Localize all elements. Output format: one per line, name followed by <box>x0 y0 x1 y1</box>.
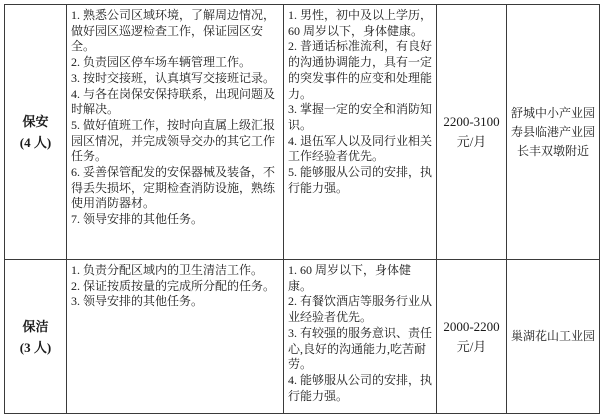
duty-item: 4. 与各在岗保安保持联系，出现问题及时解决。 <box>71 86 276 117</box>
requirements-cell <box>284 5 437 260</box>
requirement-item: 5. 能够服从公司的安排，执行能力强。 <box>288 165 433 195</box>
duty-item: 7. 领导安排的其他任务。 <box>71 212 204 227</box>
requirement-item: 4. 能够服从公司的安排，执行能力强。 <box>288 372 433 403</box>
duty-item: 6. 妥善保管配发的安保器械及装备，不得丢失损坏，定期检查消防设施，熟练使用消防器材。 <box>71 165 276 211</box>
duty-item: 3. 按时交接班，认真填写交接班记录。 <box>71 70 276 85</box>
salary-cell <box>437 5 507 260</box>
requirement-item: 2. 普通话标准流利，有良好的沟通协调能力，具有一定的突发事件的应变和处理能力。 <box>288 39 433 101</box>
salary-unit: 元/月 <box>456 338 487 354</box>
location-line: 巢湖花山工业园 <box>510 329 595 343</box>
duty-item: 3. 领导安排的其他任务。 <box>71 294 204 309</box>
duties-cell <box>67 260 284 414</box>
job-postings-table <box>4 4 600 414</box>
location-cell <box>507 5 600 260</box>
requirement-item: 1. 60 周岁以下，身体健康。 <box>288 263 412 293</box>
location-cell <box>507 260 600 414</box>
duty-item: 2. 负责园区停车场车辆管理工作。 <box>71 55 252 70</box>
requirement-item: 3. 掌握一定的安全和消防知识。 <box>288 102 433 132</box>
location-line: 寿县临港产业园 <box>510 124 595 139</box>
requirement-item: 3. 有较强的服务意识、责任心,良好的沟通能力,吃苦耐劳。 <box>288 325 433 372</box>
duties-cell <box>67 5 284 260</box>
requirements-cell <box>284 260 437 414</box>
requirement-item: 4. 退伍军人以及同行业相关工作经验者优先。 <box>288 133 433 164</box>
duty-item: 1. 负责分配区域内的卫生清洁工作。 <box>71 263 264 277</box>
salary-range: 2000-2200 <box>443 318 500 334</box>
salary-cell <box>437 260 507 414</box>
location-line: 长丰双墩附近 <box>516 143 589 158</box>
duty-item: 2. 保证按质按量的完成所分配的任务。 <box>71 278 276 293</box>
position-headcount: (4 人) <box>19 135 52 150</box>
position-headcount: (3 人) <box>19 339 52 355</box>
duty-item: 1. 熟悉公司区域环境，了解周边情况，做好园区巡逻检查工作，保证园区安全。 <box>71 8 276 54</box>
job-row-cleaner <box>5 260 600 414</box>
position-title: 保安 <box>22 114 49 129</box>
salary-range: 2200-3100 <box>443 114 500 129</box>
position-title: 保洁 <box>22 318 49 334</box>
requirement-item: 2. 有餐饮酒店等服务行业从业经验者优先。 <box>288 294 433 325</box>
position-cell <box>5 260 67 414</box>
job-row-security <box>5 5 600 260</box>
salary-unit: 元/月 <box>456 134 487 149</box>
job-postings-document <box>4 4 600 414</box>
location-line: 舒城中小产业园 <box>510 105 595 120</box>
requirement-item: 1. 男性，初中及以上学历，60 周岁以下，身体健康。 <box>288 8 433 38</box>
duty-item: 5. 做好值班工作，按时向直属上级汇报园区情况，并完成领导交办的其它工作任务。 <box>71 117 276 164</box>
position-cell <box>5 5 67 260</box>
